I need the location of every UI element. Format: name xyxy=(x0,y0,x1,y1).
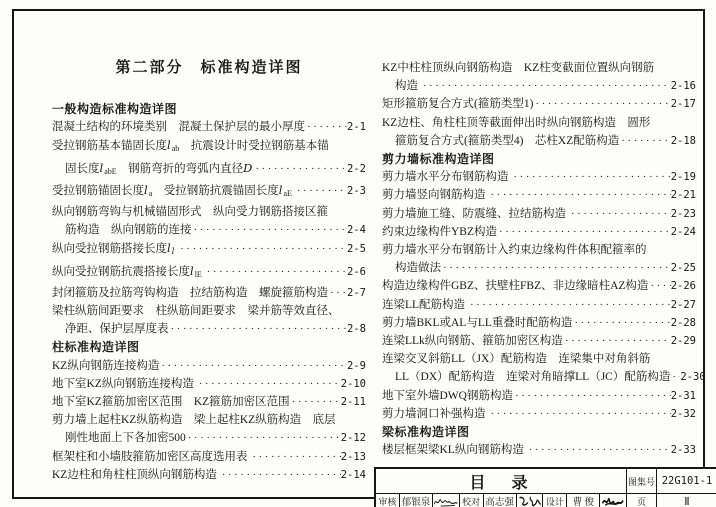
dot-leader xyxy=(441,259,671,277)
toc-entry[interactable] xyxy=(382,114,696,150)
toc-entry-text: 约束边缘构件YBZ构造 xyxy=(382,225,497,238)
toc-page-number: 2-30 xyxy=(680,371,706,384)
toc-entry[interactable] xyxy=(52,136,366,180)
toc-entry-text: 剪力墙BKL或AL与LL重叠时配筋构造 xyxy=(382,316,573,329)
dot-leader xyxy=(169,320,348,338)
toc-section-header: 梁标准构造详图 xyxy=(382,425,470,440)
dot-leader xyxy=(569,205,671,223)
dot-leader xyxy=(468,296,671,314)
toc-entry-text: 剪力墙施工缝、防震缝、拉结筋构造 xyxy=(382,207,569,220)
toc-page-number: 2-13 xyxy=(340,450,366,463)
toc-entry[interactable] xyxy=(382,241,696,277)
dot-leader xyxy=(497,223,671,241)
toc-page-number: 2-7 xyxy=(347,286,366,299)
toc-page-number: 2-10 xyxy=(340,377,366,390)
toc-entry[interactable] xyxy=(382,168,696,186)
reviewer-name: 郁银泉 xyxy=(400,494,433,507)
toc-entry[interactable] xyxy=(52,118,366,136)
toc-page-number: 2-6 xyxy=(347,265,366,278)
atlas-number-value: 22G101-1 xyxy=(656,469,716,493)
toc-entry[interactable] xyxy=(52,375,366,393)
toc-page-number: 2-23 xyxy=(670,207,696,220)
checker-signature-icon xyxy=(517,494,544,507)
toc-entry[interactable] xyxy=(382,441,696,459)
toc-page-number: 2-25 xyxy=(670,262,696,275)
page-frame xyxy=(12,9,713,507)
toc-section-header: 一般构造标准构造详图 xyxy=(52,102,178,116)
toc-page-number: 2-29 xyxy=(670,335,696,348)
toc-entry[interactable] xyxy=(382,405,696,423)
toc-page-number: 2-27 xyxy=(670,298,696,311)
dot-leader xyxy=(178,240,347,258)
toc-page-number: 2-2 xyxy=(347,162,366,175)
dot-leader xyxy=(328,284,347,302)
page-label: 页 xyxy=(626,493,656,507)
toc-left-column xyxy=(52,59,366,484)
toc-page-number: 2-9 xyxy=(347,359,366,372)
dot-leader xyxy=(192,221,348,239)
designer-signature-icon xyxy=(600,494,626,507)
toc-entry-text: 地下室外墙DWQ钢筋构造 xyxy=(382,389,513,402)
dot-leader xyxy=(421,77,671,95)
toc-entry[interactable] xyxy=(52,181,366,203)
toc-entry[interactable] xyxy=(52,262,366,284)
dot-leader xyxy=(527,441,671,459)
toc-entry-text: 混凝土结构的环境类别 混凝土保护层的最小厚度 xyxy=(52,121,305,134)
toc-entry-text: KZ中柱柱顶纵向钢筋构造 KZ柱变截面位置纵向钢筋 xyxy=(382,62,655,74)
toc-entry[interactable] xyxy=(52,239,366,261)
toc-entry[interactable] xyxy=(382,59,696,95)
toc-entry-text: KZ纵向钢筋连接构造 xyxy=(52,359,160,372)
toc-page-number: 2-5 xyxy=(347,243,366,256)
designer-name: 曹 俊 xyxy=(567,494,600,507)
toc-entry[interactable] xyxy=(382,95,696,113)
toc-entry-text: KZ边柱和角柱柱顶纵向钢筋构造 xyxy=(52,468,220,481)
toc-page-number: 2-4 xyxy=(347,224,366,237)
toc-entry[interactable] xyxy=(52,203,366,239)
toc-page-number: 2-32 xyxy=(670,407,696,420)
title-block xyxy=(374,467,716,507)
toc-page-number: 2-14 xyxy=(340,468,366,481)
part-heading: 第二部分 标准构造详图 xyxy=(115,60,303,76)
toc-entry-text: 连梁交叉斜筋LL（JX）配筋构造 连梁集中对角斜筋 xyxy=(382,353,651,366)
toc-page-number: 2-16 xyxy=(670,80,696,93)
toc-page-number: 2-31 xyxy=(670,389,696,402)
dot-leader xyxy=(250,448,340,466)
toc-entry[interactable] xyxy=(52,448,366,466)
toc-entry-text: 构造做法 xyxy=(395,262,441,275)
toc-entry[interactable] xyxy=(382,332,696,350)
toc-entry[interactable] xyxy=(382,277,696,295)
toc-entry[interactable] xyxy=(382,350,706,386)
toc-entry-text: 剪力墙上起柱KZ纵筋构造 梁上起柱KZ纵筋构造 底层 xyxy=(52,414,336,427)
dot-leader xyxy=(305,118,347,136)
toc-entry-text: 刚性地面上下各加密500 xyxy=(65,432,186,445)
toc-entry[interactable] xyxy=(382,223,696,241)
toc-entry-text: 纵向受拉钢筋搭接长度$l_l$ xyxy=(52,241,175,257)
toc-page-number: 2-28 xyxy=(670,316,696,329)
toc-entry[interactable] xyxy=(382,186,696,204)
dot-leader xyxy=(159,357,347,375)
toc-entry-text: 剪力墙洞口补强构造 xyxy=(382,407,489,420)
toc-entry[interactable] xyxy=(382,205,696,223)
toc-page-number: 2-8 xyxy=(347,323,366,336)
toc-page-number: 2-11 xyxy=(340,396,366,409)
toc-entry-text: 连梁LL配筋构造 xyxy=(382,298,468,311)
toc-entry-text: 受拉钢筋锚固长度$l_a$ 受拉钢筋抗震锚固长度$l_{aE}$ xyxy=(52,182,292,198)
toc-entry[interactable] xyxy=(382,296,696,314)
toc-entry[interactable] xyxy=(52,466,366,484)
dot-leader xyxy=(513,387,671,405)
toc-entry-text: 纵向受拉钢筋抗震搭接长度$l_{lE}$ xyxy=(52,263,202,279)
dot-leader xyxy=(488,186,670,204)
toc-entry-text: 地下室KZ箍筋加密区范围 KZ箍筋加密区范围 xyxy=(52,396,290,409)
toc-entry-text: 剪力墙水平分布钢筋构造 xyxy=(382,171,512,184)
toc-page-number: 2-3 xyxy=(347,184,366,197)
atlas-number-label: 图集号 xyxy=(626,469,656,493)
toc-entry-text: 筋构造 纵向钢筋的连接 xyxy=(65,224,192,237)
designer-label: 设计 xyxy=(543,494,567,507)
dot-leader xyxy=(511,168,670,186)
dot-leader xyxy=(619,132,670,150)
toc-entry-text: 封闭箍筋及拉筋弯钩构造 拉结筋构造 螺旋箍筋构造 xyxy=(52,286,328,299)
signature-row xyxy=(376,493,626,507)
toc-entry-text: 构造边缘构件GBZ、扶壁柱FBZ、非边缘暗柱AZ构造 xyxy=(382,280,649,293)
dot-leader xyxy=(186,429,341,447)
toc-entry[interactable] xyxy=(382,314,696,332)
checker-label: 校对 xyxy=(460,494,484,507)
dot-leader xyxy=(648,277,670,295)
toc-entry-text: 箍筋复合方式(箍筋类型4) 芯柱XZ配筋构造 xyxy=(395,134,620,147)
toc-entry-text: 框架柱和小墙肢箍筋加密区高度选用表 xyxy=(52,450,251,463)
dot-leader xyxy=(670,368,680,386)
toc-entry[interactable] xyxy=(52,302,366,338)
reviewer-signature-icon xyxy=(433,494,460,507)
title-block-title: 目 录 xyxy=(469,474,533,492)
toc-entry[interactable] xyxy=(52,411,366,447)
toc-right-items xyxy=(382,59,706,459)
toc-page-number: 2-24 xyxy=(670,225,696,238)
toc-entry[interactable] xyxy=(52,284,366,302)
toc-page-number: 2-18 xyxy=(670,134,696,147)
dot-leader xyxy=(295,182,347,200)
toc-entry-text: 构造 xyxy=(395,80,421,93)
reviewer-label: 审核 xyxy=(376,494,400,507)
toc-entry-text: 纵向钢筋弯钩与机械锚固形式 纵向受力钢筋搭接区箍 xyxy=(52,206,328,219)
toc-entry-text: 连梁LLk纵向钢筋、箍筋加密区构造 xyxy=(382,335,563,348)
toc-entry-text: 固长度$l_{abE}$ 钢筋弯折的弯弧内直径D xyxy=(65,160,253,176)
toc-right-column xyxy=(382,59,706,459)
toc-page-number: 2-19 xyxy=(670,171,696,184)
toc-entry-text: 受拉钢筋基本锚固长度$l_{ab}$ 抗震设计时受拉钢筋基本锚 xyxy=(52,138,329,154)
toc-entry-text: 地下室KZ纵向钢筋连接构造 xyxy=(52,377,197,390)
toc-entry-text: 楼层框架梁KL纵向钢筋构造 xyxy=(382,444,527,457)
toc-page-number: 2-33 xyxy=(670,444,696,457)
toc-entry-text: 梁柱纵筋间距要求 柱纵筋间距要求 梁并筋等效直径、 xyxy=(52,305,340,318)
dot-leader xyxy=(488,405,670,423)
toc-entry-text: KZ边柱、角柱柱顶等截面伸出时纵向钢筋构造 圆形 xyxy=(382,116,651,129)
toc-entry[interactable] xyxy=(52,393,366,411)
toc-entry-text: LL（DX）配筋构造 连梁对角暗撑LL（JC）配筋构造 xyxy=(395,371,671,384)
toc-entry-text: 净距、保护层厚度表 xyxy=(65,323,169,336)
toc-section-header: 柱标准构造详图 xyxy=(52,340,140,355)
dot-leader xyxy=(205,263,347,281)
toc-section-header: 剪力墙标准构造详图 xyxy=(382,152,495,167)
dot-leader xyxy=(533,95,670,113)
toc-left-items xyxy=(52,100,366,484)
toc-entry[interactable] xyxy=(382,387,696,405)
dot-leader xyxy=(253,160,347,178)
toc-entry-text: 剪力墙水平分布钢筋计入约束边缘构件体积配箍率的 xyxy=(382,244,647,257)
dot-leader xyxy=(220,466,341,484)
toc-entry-text: 矩形箍筋复合方式(箍筋类型1) xyxy=(382,98,534,111)
toc-entry[interactable] xyxy=(52,357,366,375)
dot-leader xyxy=(572,314,670,332)
dot-leader xyxy=(197,375,341,393)
toc-page-number: 2-21 xyxy=(670,189,696,202)
toc-entry-text: 剪力墙竖向钢筋构造 xyxy=(382,189,489,202)
toc-page-number: 2-12 xyxy=(340,432,366,445)
dot-leader xyxy=(290,393,341,411)
toc-page-number: 2-26 xyxy=(670,280,696,293)
dot-leader xyxy=(563,332,671,350)
toc-page-number: 2-1 xyxy=(347,121,366,134)
checker-name: 高志强 xyxy=(484,494,517,507)
toc-page-number: 2-17 xyxy=(670,98,696,111)
page-number: Ⅱ xyxy=(656,493,716,507)
